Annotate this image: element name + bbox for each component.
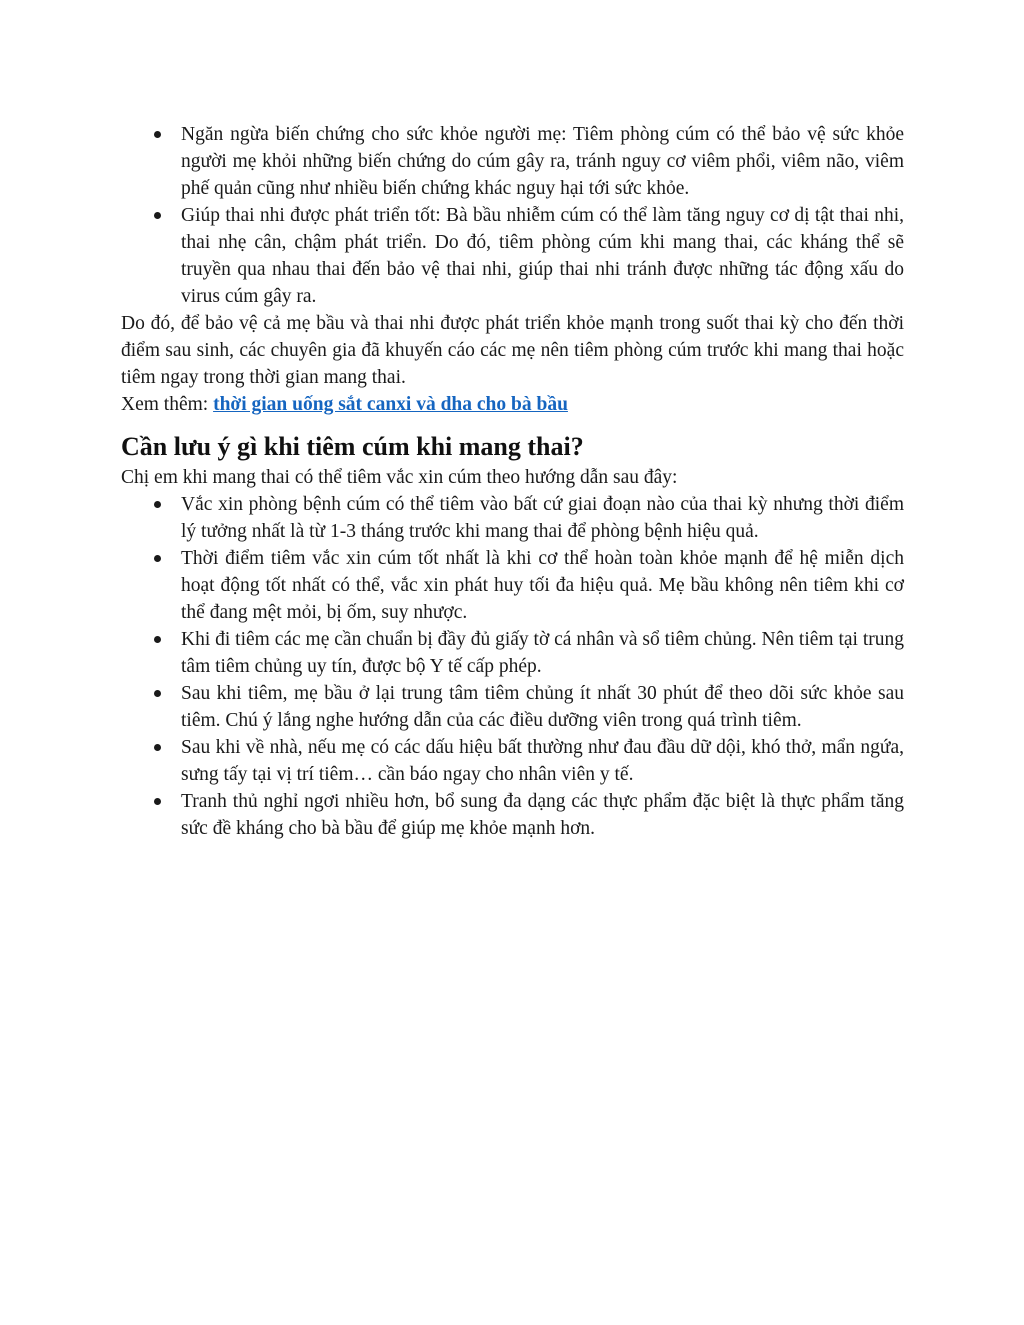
list-item (121, 734, 904, 788)
bullet-icon (154, 212, 161, 219)
bullet-icon (154, 501, 161, 508)
notes-list (121, 491, 904, 842)
list-item-text: Sau khi về nhà, nếu mẹ có các dấu hiệu bất thường như đau đầu dữ dội, khó thở, mẩn ngứa, sưng tấy tại vị trí tiêm… cần báo ngay cho nhân viên y tế. (181, 737, 904, 785)
list-item-text: Giúp thai nhi được phát triển tốt: Bà bầu nhiễm cúm có thể làm tăng nguy cơ dị tật thai nhi, thai nhẹ cân, chậm phát triển. Do đó, tiêm phòng cúm khi mang thai, các kháng thể sẽ truyền qua nhau thai đến bảo vệ thai nhi, giúp thai nhi tránh được những tác động xấu do virus cúm gây ra. (181, 205, 904, 307)
list-item-text: Vắc xin phòng bệnh cúm có thể tiêm vào bất cứ giai đoạn nào của thai kỳ nhưng thời điểm lý tưởng nhất là từ 1-3 tháng trước khi mang thai để phòng bệnh hiệu quả. (181, 494, 904, 542)
bullet-icon (154, 798, 161, 805)
section-heading: Cần lưu ý gì khi tiêm cúm khi mang thai? (121, 432, 584, 461)
section-intro: Chị em khi mang thai có thể tiêm vắc xin cúm theo hướng dẫn sau đây: (121, 467, 678, 488)
list-item (121, 788, 904, 842)
list-item-text: Sau khi tiêm, mẹ bầu ở lại trung tâm tiêm chủng ít nhất 30 phút để theo dõi sức khỏe sau tiêm. Chú ý lắng nghe hướng dẫn của các điều dưỡng viên trong quá trình tiêm. (181, 683, 904, 731)
list-item-text: Khi đi tiêm các mẹ cần chuẩn bị đầy đủ giấy tờ cá nhân và sổ tiêm chủng. Nên tiêm tại trung tâm tiêm chủng uy tín, được bộ Y tế cấp phép. (181, 629, 904, 677)
list-item-text: Thời điểm tiêm vắc xin cúm tốt nhất là khi cơ thể hoàn toàn khỏe mạnh để hệ miễn dịch hoạt động tốt nhất có thể, vắc xin phát huy tối đa hiệu quả. Mẹ bầu không nên tiêm khi cơ thể đang mệt mỏi, bị ốm, suy nhược. (181, 548, 904, 623)
bullet-icon (154, 555, 161, 562)
see-more-line (121, 391, 904, 418)
conclusion-paragraph: Do đó, để bảo vệ cả mẹ bầu và thai nhi được phát triển khỏe mạnh trong suốt thai kỳ cho đến thời điểm sau sinh, các chuyên gia đã khuyến cáo các mẹ nên tiêm phòng cúm trước khi mang thai hoặc tiêm ngay trong thời gian mang thai. (121, 313, 904, 388)
bullet-icon (154, 690, 161, 697)
bullet-icon (154, 131, 161, 138)
see-more-link[interactable]: thời gian uống sắt canxi và dha cho bà bầu (213, 394, 568, 415)
list-item (121, 121, 904, 202)
benefits-list (121, 121, 904, 310)
bullet-icon (154, 636, 161, 643)
list-item-text: Tranh thủ nghỉ ngơi nhiều hơn, bổ sung đa dạng các thực phẩm đặc biệt là thực phẩm tăng sức đề kháng cho bà bầu để giúp mẹ khỏe mạnh hơn. (181, 791, 904, 839)
list-item (121, 680, 904, 734)
list-item-text: Ngăn ngừa biến chứng cho sức khỏe người mẹ: Tiêm phòng cúm có thể bảo vệ sức khỏe người mẹ khỏi những biến chứng do cúm gây ra, tránh nguy cơ viêm phổi, viêm não, viêm phế quản cũng như nhiều biến chứng khác nguy hại tới sức khỏe. (181, 124, 904, 199)
list-item (121, 202, 904, 310)
list-item (121, 626, 904, 680)
list-item (121, 491, 904, 545)
list-item (121, 545, 904, 626)
document-page (121, 121, 904, 842)
bullet-icon (154, 744, 161, 751)
see-more-prefix: Xem thêm: (121, 394, 214, 415)
